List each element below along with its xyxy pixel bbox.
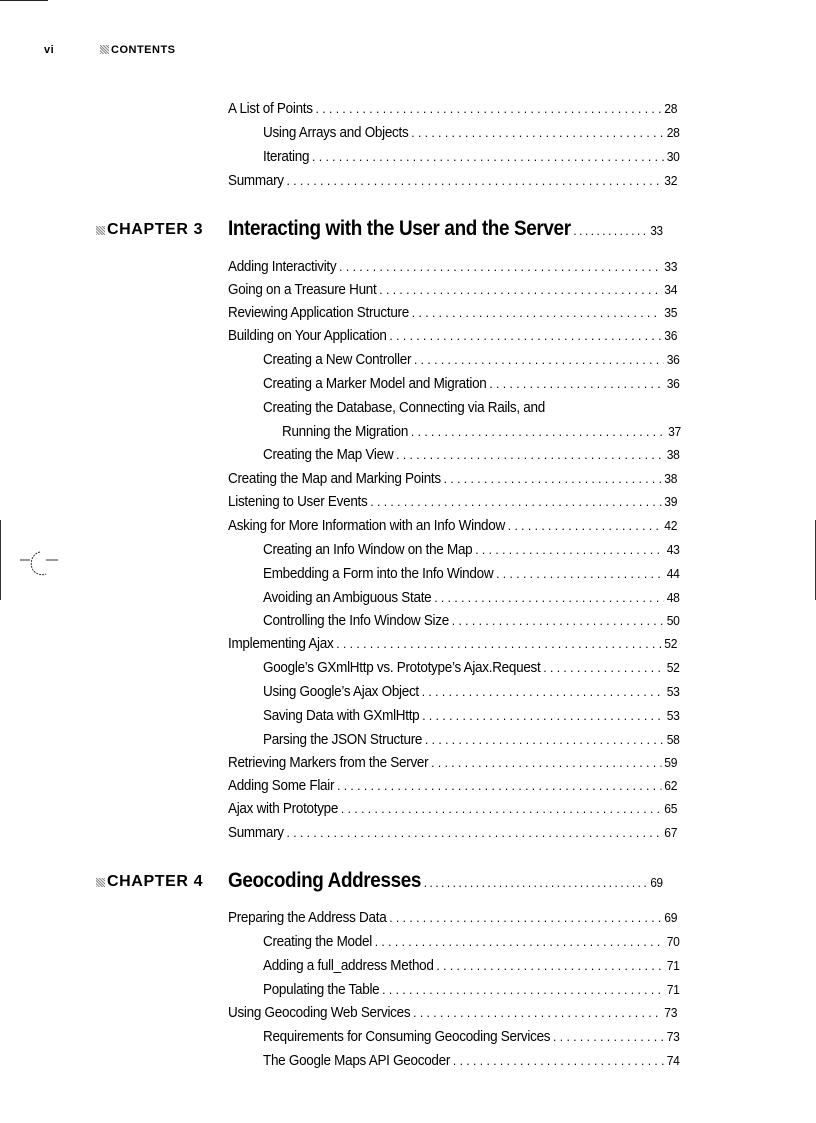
toc-page: 30 xyxy=(666,149,680,164)
toc-page: 32 xyxy=(664,173,678,188)
toc-page: 52 xyxy=(664,636,678,651)
toc-page: 35 xyxy=(664,305,678,320)
box-bullet-icon xyxy=(96,878,105,887)
toc-entry[interactable]: Populating the Table . . . 71 xyxy=(263,979,680,1001)
toc-page: 34 xyxy=(664,282,678,297)
toc-page: 42 xyxy=(664,518,678,533)
toc-entry[interactable]: Requirements for Consuming Geocoding Services . . . 73 xyxy=(263,1026,680,1048)
toc-page: 28 xyxy=(666,125,680,140)
toc-page: 67 xyxy=(664,825,678,840)
toc-entry[interactable]: Implementing Ajax . . . 52 xyxy=(228,633,677,655)
toc-page: 53 xyxy=(666,708,680,723)
toc-page: 74 xyxy=(666,1053,680,1068)
toc-page: 70 xyxy=(666,934,680,949)
toc-entry[interactable]: Iterating . . . 30 xyxy=(263,146,680,168)
toc-entry[interactable]: Listening to User Events . . . 39 xyxy=(228,491,677,513)
toc-page: 48 xyxy=(666,590,680,605)
toc-entry[interactable]: Retrieving Markers from the Server . . . 59 xyxy=(228,752,677,774)
toc-page: 43 xyxy=(666,542,680,557)
toc-page: 33 xyxy=(664,259,678,274)
toc-entry[interactable]: Asking for More Information with an Info Window . . . 42 xyxy=(228,515,677,537)
crop-mark-left xyxy=(0,520,1,600)
toc-page: 59 xyxy=(664,755,678,770)
toc-entry[interactable]: Preparing the Address Data . . . 69 xyxy=(228,907,677,929)
toc-page: 39 xyxy=(664,494,678,509)
toc-entry[interactable]: Using Google’s Ajax Object . . . 53 xyxy=(263,681,680,703)
toc-entry[interactable]: Avoiding an Ambiguous State . . . 48 xyxy=(263,587,680,609)
toc-page: 44 xyxy=(666,566,680,581)
toc-page: 62 xyxy=(664,778,678,793)
toc-page: 36 xyxy=(666,352,680,367)
toc-entry[interactable]: Adding Interactivity . . . 33 xyxy=(228,256,677,278)
toc-page: 28 xyxy=(664,101,678,116)
toc-entry[interactable]: Using Arrays and Objects . . . 28 xyxy=(263,122,680,144)
toc-entry[interactable]: Creating the Map View . . . 38 xyxy=(263,444,680,466)
toc-page: 53 xyxy=(666,684,680,699)
toc-entry[interactable]: Creating the Model . . . 70 xyxy=(263,931,680,953)
toc-entry[interactable]: Creating a Marker Model and Migration . . . 36 xyxy=(263,373,680,395)
toc-page: 73 xyxy=(666,1029,680,1044)
toc-entry[interactable]: Summary . . . 67 xyxy=(228,822,677,844)
chapter-title[interactable]: Geocoding Addresses . . . 69 xyxy=(228,869,663,893)
toc-page: 36 xyxy=(664,328,678,343)
crop-mark-top xyxy=(0,0,48,1)
toc-page: 71 xyxy=(666,982,680,997)
toc-entry[interactable]: Creating the Database, Connecting via Rails, and xyxy=(263,400,545,416)
toc-page: 69 xyxy=(650,875,663,890)
registration-mark-icon xyxy=(16,548,60,578)
toc-page: 36 xyxy=(666,376,680,391)
toc-page: 50 xyxy=(666,613,680,628)
toc-entry[interactable]: Creating the Map and Marking Points . . . 38 xyxy=(228,468,677,490)
toc-entry[interactable]: The Google Maps API Geocoder . . . 74 xyxy=(263,1050,680,1072)
toc-page: 71 xyxy=(666,958,680,973)
toc-page: 52 xyxy=(666,660,680,675)
toc-page: 73 xyxy=(664,1005,678,1020)
section-title: CONTENTS xyxy=(100,44,176,56)
toc-entry[interactable]: Summary . . . 32 xyxy=(228,170,677,192)
toc-entry[interactable]: Going on a Treasure Hunt . . . 34 xyxy=(228,279,677,301)
toc-page: 69 xyxy=(664,910,678,925)
toc-entry[interactable]: Creating an Info Window on the Map . . . 43 xyxy=(263,539,680,561)
toc-page: 65 xyxy=(664,801,678,816)
toc-entry[interactable]: Controlling the Info Window Size . . . 50 xyxy=(263,610,680,632)
toc-entry[interactable]: Reviewing Application Structure . . . 35 xyxy=(228,302,677,324)
page-number: vi xyxy=(44,44,55,56)
toc-entry[interactable]: Saving Data with GXmlHttp . . . 53 xyxy=(263,705,680,727)
toc-entry[interactable]: Building on Your Application . . . 36 xyxy=(228,325,677,347)
box-bullet-icon xyxy=(100,45,109,54)
toc-entry[interactable]: Adding Some Flair . . . 62 xyxy=(228,775,677,797)
toc-page: 33 xyxy=(650,223,663,238)
toc-entry[interactable]: A List of Points . . . 28 xyxy=(228,98,677,120)
toc-entry[interactable]: Google’s GXmlHttp vs. Prototype’s Ajax.Request . . . 52 xyxy=(263,657,680,679)
toc-entry[interactable]: Embedding a Form into the Info Window . . . 44 xyxy=(263,563,680,585)
toc-entry[interactable]: Creating a New Controller . . . 36 xyxy=(263,349,680,371)
toc-page: 58 xyxy=(666,732,680,747)
chapter-label: CHAPTER 4 xyxy=(96,873,203,891)
box-bullet-icon xyxy=(96,226,105,235)
toc-entry[interactable]: Running the Migration . . . 37 xyxy=(282,421,681,443)
toc-page: 37 xyxy=(668,424,681,439)
toc-entry[interactable]: Ajax with Prototype . . . 65 xyxy=(228,798,677,820)
chapter-title[interactable]: Interacting with the User and the Server . . . 33 xyxy=(228,217,663,241)
toc-entry[interactable]: Adding a full_address Method . . . 71 xyxy=(263,955,680,977)
toc-entry[interactable]: Using Geocoding Web Services . . . 73 xyxy=(228,1002,677,1024)
chapter-label: CHAPTER 3 xyxy=(96,221,203,239)
toc-page: 38 xyxy=(666,447,680,462)
toc-page: 38 xyxy=(664,471,678,486)
toc-entry[interactable]: Parsing the JSON Structure . . . 58 xyxy=(263,729,680,751)
